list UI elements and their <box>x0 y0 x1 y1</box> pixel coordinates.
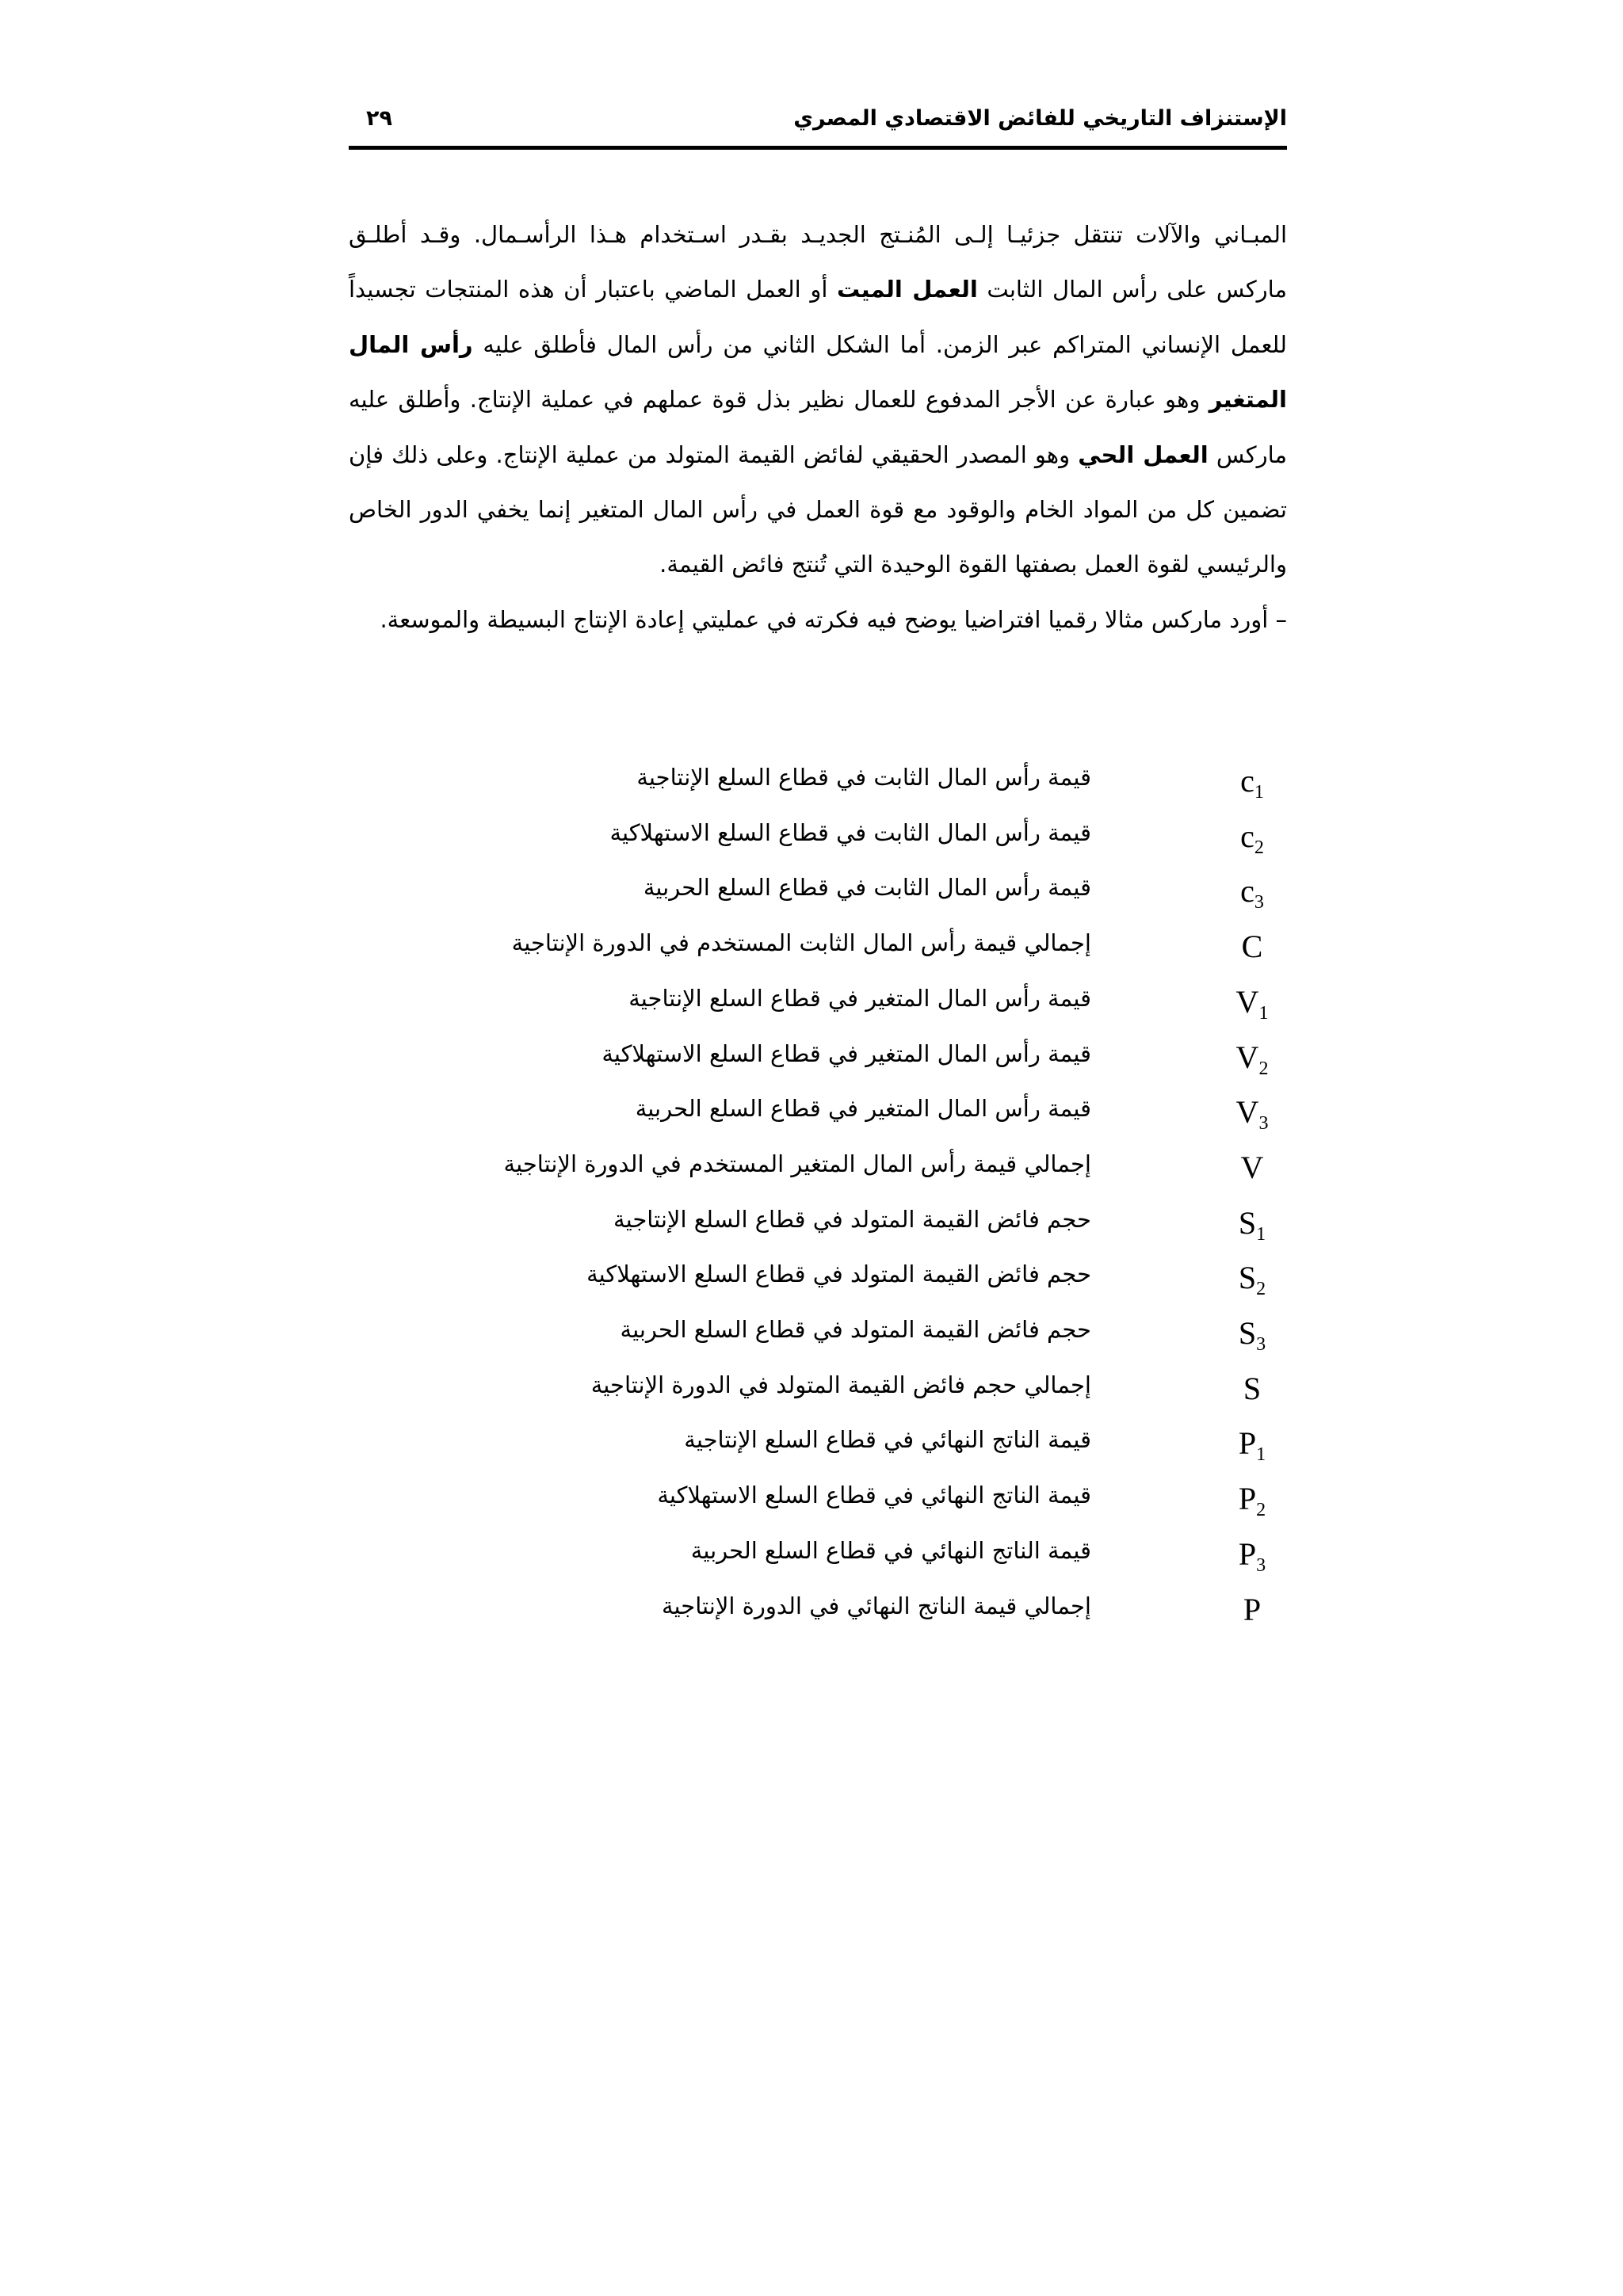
symbol-letter: P <box>1238 1481 1257 1517</box>
symbol-subscript: 3 <box>1256 1334 1266 1355</box>
definition-row <box>349 1249 1287 1303</box>
definition-symbol <box>1228 1314 1276 1356</box>
definition-text: إجمالي قيمة رأس المال الثابت المستخدم في الدورة الإنتاجية <box>511 929 1091 957</box>
definition-text: حجم فائض القيمة المتولد في قطاع السلع الاستهلاكية <box>586 1261 1091 1288</box>
definition-row <box>349 808 1287 862</box>
definition-symbol <box>1228 872 1276 913</box>
symbol-letter: C <box>1241 929 1263 965</box>
definition-row <box>349 1470 1287 1524</box>
definition-text: قيمة رأس المال المتغير في قطاع السلع الإنتاجية <box>628 984 1091 1012</box>
symbol-letter: P <box>1243 1591 1262 1627</box>
definition-text: إجمالي قيمة رأس المال المتغير المستخدم في الدورة الإنتاجية <box>503 1150 1091 1177</box>
body-text <box>349 208 1287 647</box>
page-header <box>349 100 1287 147</box>
page-number: ٢٩ <box>366 106 392 131</box>
definition-row <box>349 1139 1287 1193</box>
symbol-subscript: 3 <box>1254 892 1264 913</box>
definition-text: قيمة الناتج النهائي في قطاع السلع الإنتاجية <box>684 1426 1091 1454</box>
definition-symbol <box>1228 1149 1276 1190</box>
definition-row <box>349 1581 1287 1635</box>
definition-text: قيمة الناتج النهائي في قطاع السلع الاستهلاكية <box>657 1482 1091 1509</box>
running-title: الإستنزاف التاريخي للفائض الاقتصادي المصري <box>793 106 1287 131</box>
symbol-subscript: 1 <box>1258 1002 1269 1024</box>
paragraph-segment: ماركس على رأس المال الثابت <box>977 276 1288 303</box>
symbol-letter: S <box>1238 1260 1257 1296</box>
definition-text: قيمة رأس المال الثابت في قطاع السلع الحربية <box>643 874 1091 902</box>
definition-row <box>349 1360 1287 1414</box>
symbol-subscript: 2 <box>1256 1279 1266 1300</box>
definition-symbol <box>1228 1093 1276 1135</box>
symbol-subscript: 2 <box>1256 1500 1266 1521</box>
symbol-letter: V <box>1235 983 1259 1020</box>
definition-text: قيمة رأس المال الثابت في قطاع السلع الاستهلاكية <box>609 818 1091 846</box>
definition-symbol <box>1228 1425 1276 1466</box>
definition-text: إجمالي حجم فائض القيمة المتولد في الدورة الإنتاجية <box>590 1371 1091 1398</box>
symbol-subscript: 2 <box>1258 1058 1269 1079</box>
symbol-letter: V <box>1235 1094 1259 1131</box>
paragraph-segment: المبـاني والآلات تنتقل جزئيـا إلـى المُنـتج الجديـد بقـدر اسـتخدام هـذا الرأسـمال. وقـد أطلـق <box>349 221 1287 248</box>
definition-symbol <box>1228 1370 1276 1411</box>
definition-row <box>349 1305 1287 1359</box>
definition-row <box>349 1526 1287 1580</box>
definition-row <box>349 918 1287 972</box>
term-variable-capital: رأس المال المتغير <box>349 330 1287 414</box>
definition-text: حجم فائض القيمة المتولد في قطاع السلع الحربية <box>620 1316 1091 1343</box>
definition-text: حجم فائض القيمة المتولد في قطاع السلع الإنتاجية <box>613 1205 1091 1233</box>
definition-row <box>349 863 1287 917</box>
definition-symbol <box>1228 1591 1276 1632</box>
definition-symbol <box>1228 762 1276 803</box>
definition-symbol <box>1228 983 1276 1024</box>
term-living-labor: العمل الحي <box>1078 441 1209 468</box>
symbol-letter: S <box>1238 1315 1257 1351</box>
definition-symbol <box>1228 818 1276 859</box>
symbol-letter: S <box>1243 1370 1262 1406</box>
definition-text: قيمة رأس المال الثابت في قطاع السلع الإنتاجية <box>636 764 1091 791</box>
paragraph-capital <box>349 208 1287 593</box>
definition-symbol <box>1228 1480 1276 1521</box>
definition-row <box>349 1195 1287 1249</box>
definition-symbol <box>1228 1204 1276 1245</box>
paragraph-segment: وهو عبارة عن الأجر المدفوع للعمال نظير بذل قوة عملهم في عملية الإنتاج. وأطلق عليه ماركس <box>349 386 1287 468</box>
symbol-letter: S <box>1238 1204 1257 1241</box>
definition-row <box>349 1084 1287 1138</box>
symbol-subscript: 1 <box>1254 782 1264 803</box>
symbol-subscript: 1 <box>1256 1444 1266 1466</box>
paragraph-example: – أورد ماركس مثالا رقميا افتراضيا يوضح فيه فكرته في عمليتي إعادة الإنتاج البسيطة والموسعة. <box>380 605 1287 633</box>
symbol-subscript: 3 <box>1258 1113 1269 1135</box>
definition-symbol <box>1228 1535 1276 1577</box>
definition-row <box>349 1029 1287 1083</box>
definition-symbol <box>1228 1259 1276 1300</box>
symbol-subscript: 3 <box>1256 1554 1266 1576</box>
symbol-letter: P <box>1238 1425 1257 1462</box>
symbol-subscript: 1 <box>1256 1223 1266 1245</box>
definition-symbol <box>1228 1039 1276 1080</box>
definition-symbol <box>1228 928 1276 969</box>
symbol-letter: c <box>1240 818 1254 854</box>
definition-row <box>349 974 1287 1028</box>
symbol-subscript: 2 <box>1254 837 1264 858</box>
paragraph-segment: وهو المصدر الحقيقي لفائض القيمة المتولد من عملية الإنتاج. وعلى ذلك فإن تضمين كل من المواد الخام والوقود مع قوة العمل في رأس المال المتغير إنما يخفي الدور الخاص والرئيسي لقوة العمل بصفتها القوة الوحيدة التي تُنتج فائض القيمة. <box>349 441 1287 578</box>
term-dead-labor: العمل الميت <box>836 276 978 303</box>
header-rule <box>349 146 1287 150</box>
definition-row <box>349 753 1287 807</box>
symbol-letter: c <box>1240 873 1254 910</box>
symbol-letter: V <box>1235 1039 1259 1075</box>
paragraph-segment: أو العمل الماضي باعتبار أن هذه المنتجات تجسيداً للعمل الإنساني المتراكم عبر الزمن. أما الشكل الثاني من رأس المال فأطلق عليه <box>349 276 1287 358</box>
symbol-letter: c <box>1240 763 1254 799</box>
definition-text: قيمة رأس المال المتغير في قطاع السلع الحربية <box>635 1095 1091 1123</box>
definition-text: قيمة الناتج النهائي في قطاع السلع الحربية <box>690 1536 1091 1564</box>
symbol-letter: V <box>1240 1149 1264 1185</box>
definition-row <box>349 1415 1287 1469</box>
definition-text: قيمة رأس المال المتغير في قطاع السلع الاستهلاكية <box>601 1039 1091 1067</box>
definition-text: إجمالي قيمة الناتج النهائي في الدورة الإنتاجية <box>661 1592 1091 1619</box>
symbol-letter: P <box>1238 1535 1257 1572</box>
